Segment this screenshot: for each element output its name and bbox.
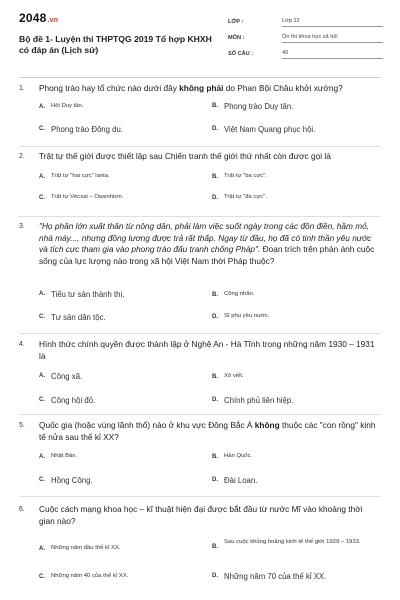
question-number: 2. <box>19 153 25 160</box>
option-letter: A. <box>39 174 45 180</box>
option-letter: C. <box>39 314 45 320</box>
question-separator <box>19 496 381 497</box>
question-text-emphasis: không <box>254 420 280 430</box>
question-text-part: Quốc gia (hoặc vùng lãnh thổ) nào ở khu vực Đông Bắc Á <box>39 420 255 430</box>
option-text: Công hội đỏ. <box>51 396 96 405</box>
option-letter: B. <box>212 174 218 180</box>
option-text: Việt Nam Quang phục hội. <box>224 125 316 134</box>
header <box>0 0 400 78</box>
option-c[interactable] <box>39 573 128 580</box>
option-text: Trật tự Vécxai – Oasinhtơn. <box>51 194 124 200</box>
question-1 <box>0 80 400 146</box>
option-a[interactable] <box>39 290 124 299</box>
option-letter: B. <box>212 454 218 460</box>
option-a[interactable] <box>39 173 110 180</box>
option-text: Phong trào Đông du. <box>51 125 123 134</box>
option-letter: C. <box>39 477 45 483</box>
option-text: Tư sản dân tộc. <box>51 313 106 322</box>
option-b[interactable] <box>212 291 254 298</box>
question-text: Trật tự thế giới được thiết lập sau Chiến tranh thế giới thứ nhất còn được gọi là <box>39 151 331 161</box>
option-text: Sĩ phu yêu nước. <box>224 313 270 319</box>
question-separator <box>19 333 381 334</box>
option-letter: C. <box>39 397 45 403</box>
question-number: 5. <box>19 422 25 429</box>
site-logo[interactable] <box>19 11 58 25</box>
question-text-part: Đoạn trích trên phản ánh cuộc sống của lực lượng nào trong xã hội Việt Nam thời Pháp thuộc? <box>39 244 375 266</box>
option-text: Những năm đầu thế kỉ XX. <box>51 545 121 551</box>
logo-main: 2048 <box>19 11 47 25</box>
option-text: Hội Duy tân. <box>51 103 84 109</box>
count-value: 40 <box>282 50 383 59</box>
logo-suffix: .vn <box>47 17 59 24</box>
option-text: Trật tự "ba cực". <box>224 173 267 179</box>
option-letter: D. <box>212 477 218 483</box>
meta-count-row <box>228 45 383 59</box>
question-separator <box>19 146 381 147</box>
question-text-part: Phong trào hay tổ chức nào dưới đây <box>39 83 180 93</box>
option-text: Những năm 40 của thế kỉ XX. <box>51 573 129 579</box>
option-text: Xô viết. <box>224 373 244 379</box>
option-d[interactable] <box>212 572 326 581</box>
option-text: Đài Loan. <box>224 476 258 485</box>
option-d[interactable] <box>212 194 267 201</box>
subject-value: Ôn thi khoa học xã hội <box>282 34 383 43</box>
option-d[interactable] <box>212 476 257 485</box>
option-text: Công nhân. <box>224 291 255 297</box>
option-b[interactable] <box>212 102 293 111</box>
option-letter: B. <box>212 103 218 109</box>
option-c[interactable] <box>39 476 93 485</box>
option-a[interactable] <box>39 453 77 460</box>
option-letter: C. <box>39 126 45 132</box>
option-text: Trật tự "hai cực" lanta. <box>51 173 110 179</box>
meta-subject-row <box>228 29 383 43</box>
option-letter: D. <box>212 397 218 403</box>
option-b[interactable] <box>212 173 267 180</box>
question-text <box>39 420 377 443</box>
question-3 <box>0 218 400 342</box>
question-quote: "Họ phần lớn xuất thân từ nông dân, phải làm việc suốt ngày trong các đồn điền, hầm mỏ, nhà máy..., nhưng đồng lương được trả rất thấp. Ngay từ đầu, họ đã có tinh thần yêu nước và tích cực tham gia vào phong trào đấu tranh chống Pháp". <box>39 221 372 254</box>
option-text: Sau cuộc khủng hoảng kinh tế thế giới 1929 – 1933. <box>224 539 361 545</box>
option-b[interactable] <box>212 453 252 460</box>
option-letter: C. <box>39 574 45 580</box>
option-c[interactable] <box>39 396 95 405</box>
option-text: Nhật Bản. <box>51 453 78 459</box>
option-letter: A. <box>39 104 45 110</box>
option-letter: B. <box>212 292 218 298</box>
option-d[interactable] <box>212 125 315 134</box>
option-letter: A. <box>39 454 45 460</box>
option-letter: A. <box>39 291 45 297</box>
question-separator <box>19 216 381 217</box>
question-text: Hình thức chính quyền được thành lập ở Nghệ An - Hà Tĩnh trong những năm 1930 – 1931 là <box>39 339 375 361</box>
class-label: LỚP : <box>228 19 244 25</box>
question-text-part: do Phan Bội Châu khởi xướng? <box>223 83 343 93</box>
option-text: Những năm 70 của thế kỉ XX. <box>224 572 327 581</box>
option-a[interactable] <box>39 103 83 110</box>
option-text: Hàn Quốc. <box>224 453 253 459</box>
option-letter: D. <box>212 573 218 579</box>
option-b[interactable] <box>212 373 244 380</box>
option-b[interactable] <box>212 538 364 550</box>
option-text: Phong trào Duy tân. <box>224 102 294 111</box>
option-c[interactable] <box>39 194 123 201</box>
option-c[interactable] <box>39 125 123 134</box>
question-number: 4. <box>19 341 25 348</box>
option-text: Trật tự "đa cực". <box>224 194 267 200</box>
question-text <box>39 83 377 95</box>
question-6 <box>0 501 400 597</box>
option-a[interactable] <box>39 545 120 552</box>
option-letter: D. <box>212 126 218 132</box>
option-c[interactable] <box>39 313 106 322</box>
option-d[interactable] <box>212 396 293 405</box>
meta-panel <box>228 13 383 61</box>
question-number: 1. <box>19 85 25 92</box>
option-text: Công xã. <box>51 372 83 381</box>
meta-class-row <box>228 13 383 27</box>
question-4 <box>0 336 400 416</box>
option-letter: B. <box>212 544 218 550</box>
option-letter: D. <box>212 195 218 201</box>
question-text: Cuộc cách mạng khoa học – kĩ thuật hiện đại được bắt đầu từ nước Mĩ vào khoảng thời gian nào? <box>39 504 363 526</box>
option-letter: C. <box>39 195 45 201</box>
option-letter: B. <box>212 374 218 380</box>
document-title: Bộ đề 1- Luyện thi THPTQG 2019 Tổ hợp KHXH có đáp án (Lịch sử) <box>19 34 212 55</box>
count-label: SỐ CÂU : <box>228 51 254 57</box>
class-value: Lớp 12 <box>282 18 383 27</box>
subject-label: MÔN : <box>228 35 245 41</box>
option-letter: A. <box>39 373 45 379</box>
option-letter: D. <box>212 314 218 320</box>
question-separator <box>19 414 381 415</box>
option-text: Chính phủ liên hiệp. <box>224 396 294 405</box>
option-text: Hồng Công. <box>51 476 93 485</box>
option-text: Tiểu tư sản thành thị. <box>51 290 125 299</box>
header-divider <box>19 77 381 78</box>
option-letter: A. <box>39 546 45 552</box>
question-5 <box>0 417 400 497</box>
question-2 <box>0 148 400 214</box>
question-number: 3. <box>19 223 25 230</box>
question-text <box>39 221 377 267</box>
option-d[interactable] <box>212 313 269 320</box>
question-text-emphasis: không phải <box>179 83 224 93</box>
question-text-part: thuộc các "con rồng" kinh tế nửa sau thế kỉ XX? <box>39 420 376 442</box>
question-number: 6. <box>19 506 25 513</box>
option-a[interactable] <box>39 372 82 381</box>
